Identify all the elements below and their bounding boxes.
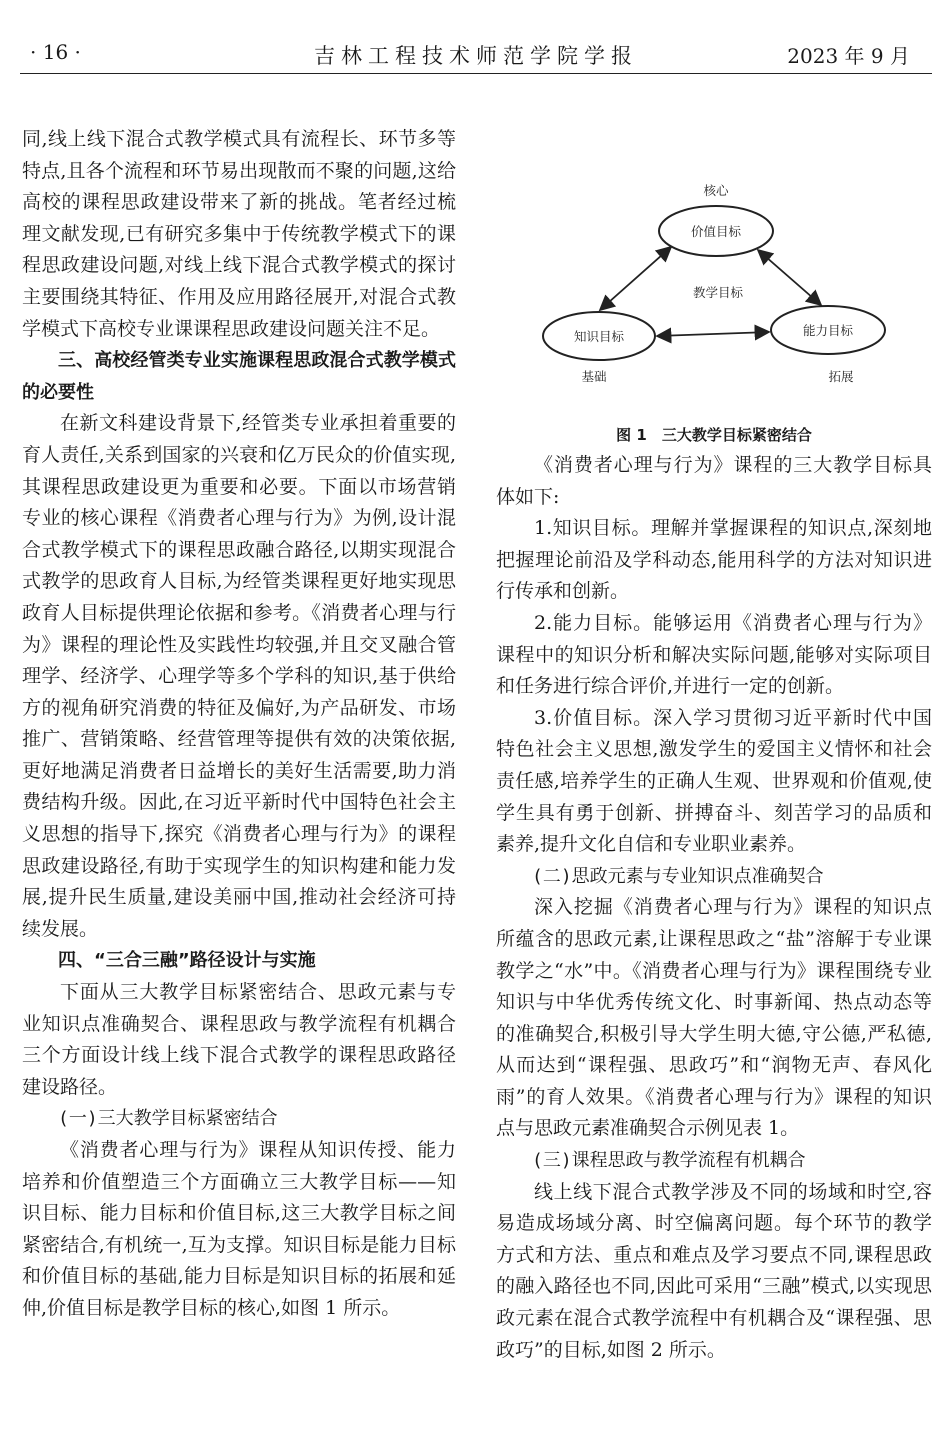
label-extension: 拓展 bbox=[828, 369, 854, 384]
node-value-label: 价值目标 bbox=[690, 224, 742, 239]
subsection-heading-2: (二)思政元素与专业知识点准确契合 bbox=[532, 865, 824, 887]
paragraph-coupling: 线上线下混合式教学涉及不同的场域和时空,容易造成场域分离、时空偏离问题。每个环节的教学方式和方法、重点和难点及学习要点不同,课程思政的融入路径也不同,因此可采用“三融”模式,以实现思政元素在混合式教学流程中有机耦合及“课程强、思政巧”的目标,如图 2 所示。 bbox=[496, 1180, 932, 1361]
node-ability-label: 能力目标 bbox=[802, 323, 854, 338]
paragraph-design: 下面从三大教学目标紧密结合、思政元素与专业知识点准确契合、课程思政与教学流程有机耦合三个方面设计线上线下混合式教学的课程思政路径建设路径。 bbox=[22, 981, 456, 1098]
paragraph-knowledge-goal: 1.知识目标。理解并掌握课程的知识点,深刻地把握理论前沿及学科动态,能用科学的方法对知识进行传承和创新。 bbox=[496, 517, 932, 603]
page-number: · 16 · bbox=[30, 40, 81, 64]
label-core: 核心 bbox=[703, 183, 729, 198]
issue-date: 2023 年 9 月 bbox=[787, 44, 910, 68]
journal-title: 吉林工程技术师范学院学报 bbox=[314, 44, 638, 68]
arrow-knowledge-ability bbox=[657, 332, 769, 336]
figure-1-caption: 图 1 三大教学目标紧密结合 bbox=[616, 426, 812, 444]
node-knowledge-label: 知识目标 bbox=[573, 329, 625, 344]
paragraph-goals: 《消费者心理与行为》课程从知识传授、能力培养和价值塑造三个方面确立三大教学目标——知识目标、能力目标和价值目标,这三大教学目标之间紧密结合,有机统一,互为支撑。知识目标是能力目标和价值目标的基础,能力目标是知识目标的拓展和延伸,价值目标是教学目标的核心,如图 1 所示。 bbox=[22, 1139, 456, 1319]
section-heading-4: 四、“三合三融”路径设计与实施 bbox=[58, 950, 316, 972]
left-column bbox=[22, 124, 456, 1325]
paragraph-value-goal: 3.价值目标。深入学习贯彻习近平新时代中国特色社会主义思想,激发学生的爱国主义情怀和社会责任感,培养学生的正确人生观、世界观和价值观,使学生具有勇于创新、拼搏奋斗、刻苦学习的品质和素养,提升文化自信和专业职业素养。 bbox=[496, 706, 932, 856]
arrow-value-ability bbox=[758, 250, 821, 305]
arrow-value-knowledge bbox=[600, 247, 671, 310]
paragraph-goals-intro: 《消费者心理与行为》课程的三大教学目标具体如下: bbox=[496, 454, 932, 508]
paragraph-elements: 深入挖掘《消费者心理与行为》课程的知识点所蕴含的思政元素,让课程思政之“盐”溶解于专业课教学之“水”中。《消费者心理与行为》课程围绕专业知识与中华优秀传统文化、时事新闻、热点动态等的准确契合,积极引导大学生明大德,守公德,严私德,从而达到“课程强、思政巧”和“润物无声、春风化雨”的育人效果。《消费者心理与行为》课程的知识点与思政元素准确契合示例见表 1。 bbox=[496, 896, 932, 1140]
subsection-heading-1: (一)三大教学目标紧密结合 bbox=[58, 1108, 278, 1130]
section-heading-3: 三、高校经管类专业实施课程思政混合式教学模式的必要性 bbox=[22, 350, 456, 403]
paragraph-necessity: 在新文科建设背景下,经管类专业承担着重要的育人责任,关系到国家的兴衰和亿万民众的价值实现,其课程思政建设更为重要和必要。下面以市场营销专业的核心课程《消费者心理与行为》为例,设计混合式教学模式下的课程思政融合路径,以期实现混合式教学的思政育人目标,为经管类课程更好地实现思政育人目标提供理论依据和参考。《消费者心理与行为》课程的理论性及实践性均较强,并且交叉融合管理学、经济学、心理学等多个学科的知识,基于供给方的视角研究消费的特征及偏好,为产品研发、市场推广、营销策略、经营管理等提供有效的决策依据,更好地满足消费者日益增长的美好生活需要,助力消费结构升级。因此,在习近平新时代中国特色社会主义思想的指导下,探究《消费者心理与行为》的课程思政建设路径,有助于实现学生的知识构建和能力发展,提升民生质量,建设美丽中国,推动社会经济可持续发展。 bbox=[22, 412, 456, 940]
header-rule bbox=[20, 73, 932, 74]
right-column bbox=[496, 170, 932, 1361]
running-header bbox=[20, 38, 932, 72]
label-foundation: 基础 bbox=[581, 369, 607, 384]
paragraph-ability-goal: 2.能力目标。能够运用《消费者心理与行为》课程中的知识分析和解决实际问题,能够对实际项目和任务进行综合评价,并进行一定的创新。 bbox=[496, 611, 932, 698]
paragraph-continuation: 同,线上线下混合式教学模式具有流程长、环节多等特点,且各个流程和环节易出现散而不聚的问题,这给高校的课程思政建设带来了新的挑战。笔者经过梳理文献发现,已有研究多集中于传统教学模式下的课程思政建设问题,对线上线下混合式教学模式的探讨主要围绕其特征、作用及应用路径展开,对混合式教学模式下高校专业课课程思政建设问题关注不足。 bbox=[22, 128, 456, 340]
subsection-heading-3: (三)课程思政与教学流程有机耦合 bbox=[532, 1150, 806, 1172]
label-teaching-goals: 教学目标 bbox=[692, 285, 744, 300]
figure-1-diagram bbox=[496, 170, 932, 410]
figure-1 bbox=[496, 170, 932, 470]
